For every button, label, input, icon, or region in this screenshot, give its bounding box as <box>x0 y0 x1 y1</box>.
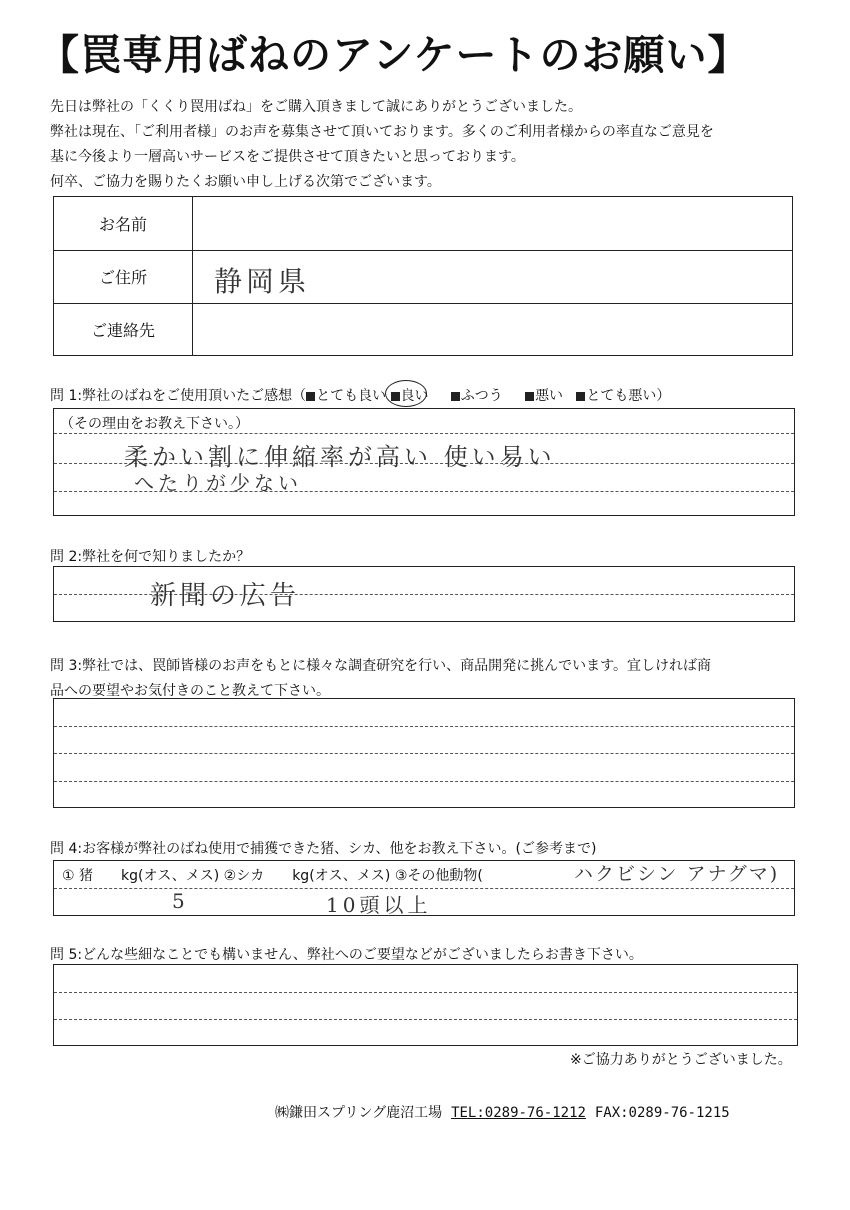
q1-option-normal[interactable]: ふつう <box>460 388 503 404</box>
q2-answer: 新聞の広告 <box>150 581 301 611</box>
q1-answer-line-1: 柔かい割に伸縮率が高い 使い易い <box>124 443 556 471</box>
contact-row <box>54 303 792 356</box>
q4-prompt: 問 4:お客様が弊社のばね使用で捕獲できた猪、シカ、他をお教え下さい。(ご参考まで) <box>50 841 597 857</box>
q3-prompt-line-1: 問 3:弊社では、罠師皆様のお声をもとに様々な調査研究を行い、商品開発に挑んでいます。宜しければ商 <box>50 658 711 674</box>
intro-line-2: 弊社は現在、「ご利用者様」のお声を募集させて頂いております。多くのご利用者様からの率直なご意見を <box>50 124 714 140</box>
q4-answer-box[interactable] <box>53 860 795 916</box>
selected-circle-mark <box>385 380 427 407</box>
intro-line-3: 基に今後より一層高いサービスをご提供させて頂きたいと思っております。 <box>50 149 525 165</box>
q3-prompt-line-2: 品への要望やお気付きのこと教えて下さい。 <box>50 683 330 699</box>
q3-answer-box[interactable] <box>53 698 795 808</box>
contact-label: ご連絡先 <box>54 303 193 356</box>
q1-option-good[interactable]: 良い <box>400 388 429 404</box>
name-label: お名前 <box>54 197 193 250</box>
address-field[interactable]: 静岡県 <box>214 265 311 298</box>
page-title: 【罠専用ばねのアンケートのお願い】 <box>38 31 750 79</box>
q1-prompt: 問 1:弊社のばねをご使用頂いたご感想（ <box>50 388 307 404</box>
q4-deer-count: 10頭以上 <box>326 893 432 917</box>
q1-option-bad[interactable]: 悪い <box>535 388 564 404</box>
company-name: ㈱鎌田スプリング鹿沼工場 <box>275 1105 443 1121</box>
customer-info-table <box>53 196 793 356</box>
company-footer <box>275 1102 730 1122</box>
address-row <box>54 250 792 304</box>
q2-prompt: 問 2:弊社を何で知りましたか？ <box>50 549 251 565</box>
q1-close-paren: ） <box>656 388 671 404</box>
q5-prompt: 問 5:どんな些細なことでも構いません、弊社へのご要望などがございましたらお書き下さい。 <box>50 947 643 963</box>
q1-option-very-good[interactable]: とても良い <box>316 388 387 404</box>
q1-answer-box[interactable] <box>53 408 795 516</box>
intro-line-1: 先日は弊社の「くくり罠用ばね」をご購入頂きまして誠にありがとうございました。 <box>50 99 582 115</box>
tel-number[interactable]: TEL:0289-76-1212 <box>451 1105 586 1121</box>
q1-reason-label: （その理由をお教え下さい。） <box>60 416 249 432</box>
q4-header: ① 猪 kg(オス、メス) ②シカ kg(オス、メス) ③その他動物( <box>62 868 483 884</box>
q2-answer-box[interactable] <box>53 566 795 622</box>
q5-answer-box[interactable] <box>53 964 798 1046</box>
q1-option-very-bad[interactable]: とても悪い <box>586 388 657 404</box>
q1-option-good-wrap <box>391 385 429 405</box>
fax-number: FAX:0289-76-1215 <box>594 1105 730 1121</box>
address-label: ご住所 <box>54 250 193 303</box>
q4-boar-count: 5 <box>172 889 189 913</box>
thanks-note: ※ご協力ありがとうございました。 <box>570 1052 792 1068</box>
name-row <box>54 197 792 251</box>
q1-prompt-line <box>50 385 670 405</box>
q4-other-animals: ハクビシン アナグマ) <box>574 863 780 885</box>
q1-answer-line-2: へたりが少ない <box>134 471 302 495</box>
intro-line-4: 何卒、ご協力を賜りたくお願い申し上げる次第でございます。 <box>50 174 441 190</box>
